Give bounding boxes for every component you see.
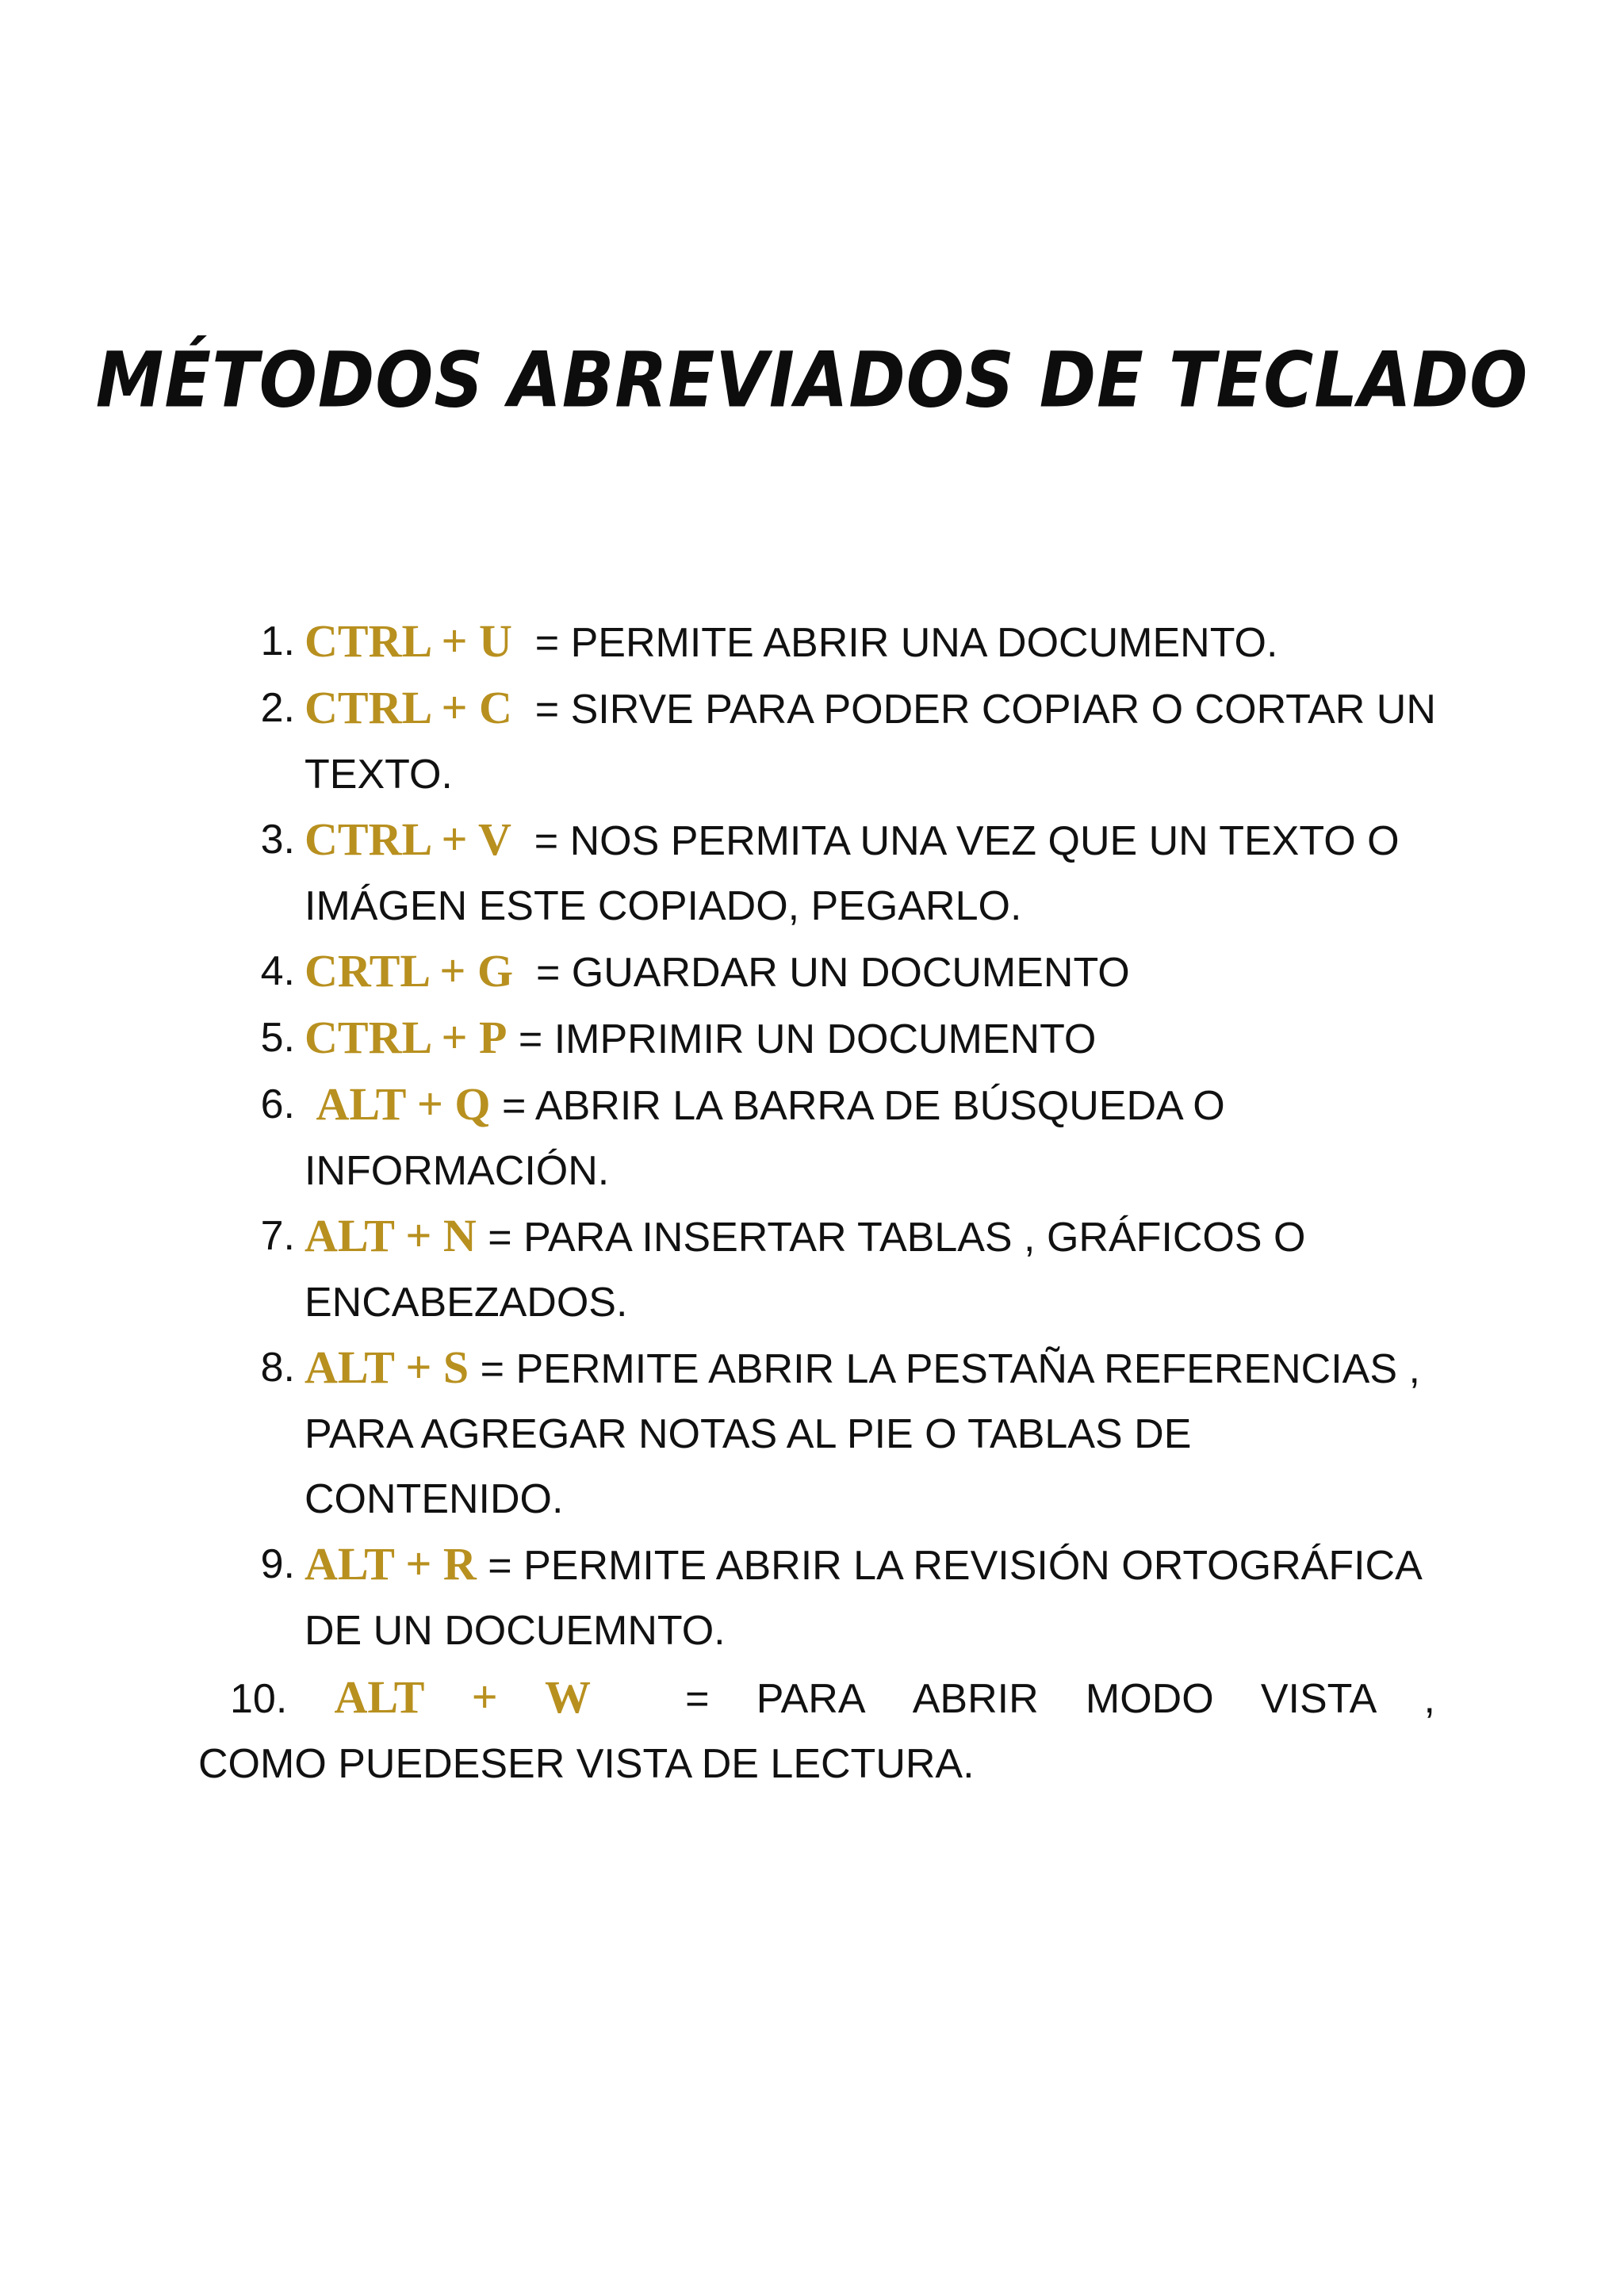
shortcut-key: CTRL + V	[304, 813, 511, 865]
item-number: 3.	[260, 817, 295, 863]
list-item	[230, 1203, 1443, 1335]
item-description: = NOS PERMITA UNA VEZ QUE UN TEXTO O IMÁGEN ESTE COPIADO, PEGARLO.	[304, 818, 1400, 929]
item-number: 5.	[260, 1015, 295, 1061]
shortcut-key: ALT + Q	[316, 1078, 491, 1130]
shortcut-key: ALT + N	[304, 1210, 477, 1261]
list-item-last	[198, 1665, 1435, 1797]
item-number: 9.	[260, 1541, 295, 1587]
item-body	[304, 1072, 1443, 1203]
item-body	[304, 1203, 1443, 1335]
list-item	[230, 675, 1443, 807]
list-item	[230, 609, 1443, 675]
item-number: 6.	[260, 1081, 295, 1127]
list-item	[230, 939, 1443, 1005]
item-number: 10.	[230, 1676, 288, 1722]
item-description: = PARA INSERTAR TABLAS , GRÁFICOS O ENCABEZADOS.	[304, 1215, 1306, 1326]
item-description-word: =	[685, 1676, 710, 1722]
item-description: = IMPRIMIR UN DOCUMENTO	[518, 1016, 1097, 1062]
shortcut-key: CRTL + G	[304, 945, 514, 997]
item-description: = ABRIR LA BARRA DE BÚSQUEDA O INFORMACIÓN.	[304, 1083, 1225, 1194]
item-description-word: ,	[1423, 1676, 1435, 1722]
item-body	[304, 675, 1443, 807]
item-body	[304, 1005, 1443, 1072]
item-body	[304, 609, 1443, 675]
list-item	[230, 1072, 1443, 1203]
item-body	[304, 807, 1443, 939]
shortcut-key-part: +	[471, 1671, 498, 1723]
last-item-first-line	[198, 1665, 1435, 1732]
list-item	[230, 807, 1443, 939]
item-description: = PERMITE ABRIR UNA DOCUMENTO.	[534, 620, 1278, 666]
list-item	[230, 1335, 1443, 1532]
item-number: 8.	[260, 1345, 295, 1391]
page-title: MÉTODOS ABREVIADOS DE TECLADO	[95, 336, 1529, 425]
item-body	[304, 1335, 1443, 1532]
last-item-second-line: COMO PUEDESER VISTA DE LECTURA.	[198, 1741, 975, 1787]
item-body	[304, 1532, 1443, 1663]
item-description: = PERMITE ABRIR LA PESTAÑA REFERENCIAS , PARA AGREGAR NOTAS AL PIE O TABLAS DE CONTENIDO.	[304, 1346, 1420, 1522]
item-description: = GUARDAR UN DOCUMENTO	[535, 950, 1130, 996]
shortcut-key: CTRL + C	[304, 682, 512, 733]
item-number: 4.	[260, 948, 295, 994]
item-description-word: MODO	[1085, 1676, 1214, 1722]
shortcut-key-part: W	[544, 1671, 591, 1723]
item-description-word: ABRIR	[912, 1676, 1039, 1722]
item-number: 1.	[260, 618, 295, 664]
shortcut-key: CTRL + P	[304, 1012, 508, 1063]
item-description: = SIRVE PARA PODER COPIAR O CORTAR UN TEXTO.	[304, 687, 1436, 798]
item-description-word: PARA	[756, 1676, 866, 1722]
shortcut-key: CTRL + U	[304, 615, 512, 667]
item-description: = PERMITE ABRIR LA REVISIÓN ORTOGRÁFICA DE UN DOCUEMNTO.	[304, 1543, 1420, 1654]
item-number: 2.	[260, 685, 295, 731]
item-number: 7.	[260, 1213, 295, 1259]
list-item	[230, 1532, 1443, 1663]
shortcut-list	[230, 609, 1443, 1663]
shortcut-key-part: ALT	[334, 1671, 425, 1723]
list-item	[230, 1005, 1443, 1072]
shortcut-key: ALT + S	[304, 1341, 469, 1393]
item-description-word: VISTA	[1260, 1676, 1377, 1722]
shortcut-key: ALT + R	[304, 1538, 477, 1590]
item-body	[304, 939, 1443, 1005]
